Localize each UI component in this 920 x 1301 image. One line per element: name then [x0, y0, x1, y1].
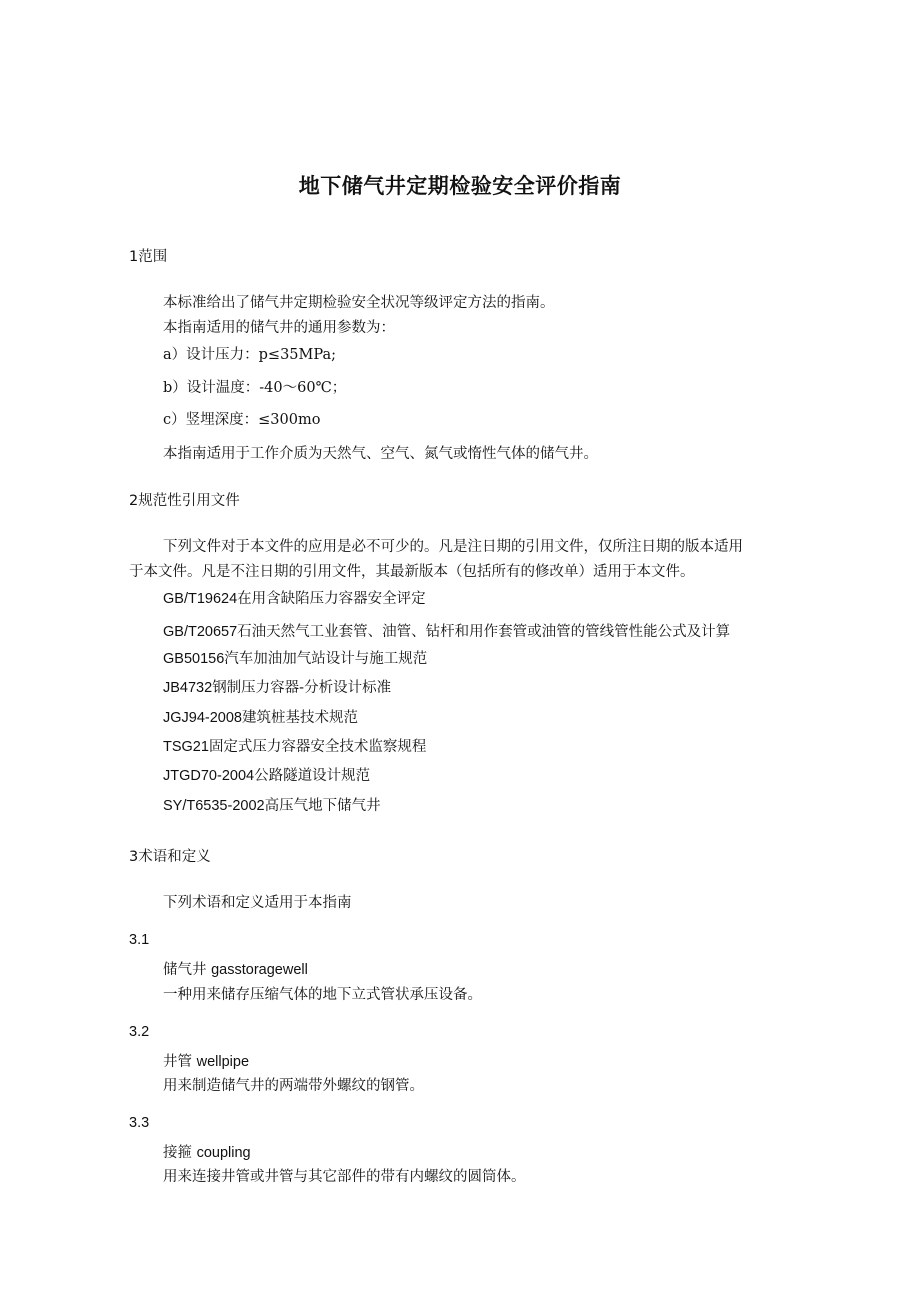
reference-code: JGJ94-2008: [163, 710, 242, 726]
reference-name: 建筑桩基技术规范: [242, 710, 358, 726]
document-title: 地下储气井定期检验安全评价指南: [298, 174, 622, 198]
section-1-paragraph-2: 本指南适用的储气井的通用参数为：: [163, 320, 395, 336]
reference-code: GB50156: [163, 651, 225, 667]
reference-code: JB4732: [163, 680, 213, 696]
reference-name: 高压气地下储气井: [264, 798, 381, 814]
section-3-intro: 下列术语和定义适用于本指南: [163, 895, 352, 911]
reference-item: [163, 796, 381, 816]
term-english-name: coupling: [196, 1145, 251, 1161]
param-item-design-pressure: a）设计压力：p≤35MPa;: [163, 347, 337, 363]
term-definition: 一种用来储存压缩气体的地下立式管状承压设备。: [163, 987, 482, 1003]
term-title: [163, 960, 308, 980]
reference-code: TSG21: [163, 739, 209, 755]
term-english-name: wellpipe: [196, 1054, 250, 1070]
reference-name: 钢制压力容器-分析设计标准: [212, 680, 392, 696]
section-1-paragraph-1: 本标准给出了储气井定期检验安全状况等级评定方法的指南。: [163, 295, 555, 311]
section-2-intro-line-2: 于本文件。凡是不注日期的引用文件，其最新版本（包括所有的修改单）适用于本文件。: [129, 564, 695, 580]
section-3-heading: 3术语和定义: [129, 849, 211, 865]
param-item-burial-depth: c）竖埋深度：≤300mo: [163, 412, 321, 428]
reference-item: [163, 708, 358, 728]
term-title: [163, 1143, 251, 1163]
reference-code: JTGD70-2004: [163, 768, 255, 784]
term-definition: 用来制造储气井的两端带外螺纹的钢管。: [163, 1078, 424, 1094]
reference-name: 公路隧道设计规范: [254, 768, 371, 784]
term-definition: 用来连接井管或井管与其它部件的带有内螺纹的圆筒体。: [163, 1169, 526, 1185]
section-1-paragraph-3: 本指南适用于工作介质为天然气、空气、氮气或惰性气体的储气井。: [163, 446, 598, 462]
term-number: 3.1: [129, 932, 150, 948]
term-english-name: gasstoragewell: [211, 962, 308, 978]
reference-code: GB/T20657: [163, 624, 238, 640]
section-2-heading: 2规范性引用文件: [129, 493, 240, 509]
term-title: [163, 1052, 249, 1072]
reference-item: [163, 622, 730, 642]
section-1-heading: 1范围: [129, 249, 168, 265]
reference-item: [163, 649, 427, 669]
term-chinese-name: 储气井: [163, 962, 207, 978]
term-number: 3.3: [129, 1115, 150, 1131]
reference-name: 固定式压力容器安全技术监察规程: [208, 739, 427, 755]
section-2-intro-line-1: 下列文件对于本文件的应用是必不可少的。凡是注日期的引用文件，仅所注日期的版本适用: [163, 539, 743, 555]
term-number: 3.2: [129, 1024, 150, 1040]
reference-code: GB/T19624: [163, 591, 238, 607]
reference-name: 汽车加油加气站设计与施工规范: [224, 651, 428, 667]
reference-name: 在用含缺陷压力容器安全评定: [237, 591, 426, 607]
term-chinese-name: 接箍: [163, 1145, 192, 1161]
reference-item: [163, 737, 426, 757]
reference-item: [163, 766, 370, 786]
reference-item: [163, 589, 426, 609]
term-chinese-name: 井管: [163, 1054, 192, 1070]
reference-name: 石油天然气工业套管、油管、钻杆和用作套管或油管的管线管性能公式及计算: [237, 624, 731, 640]
param-item-design-temperature: b）设计温度：-40～60℃；: [163, 380, 347, 396]
reference-item: [163, 678, 391, 698]
reference-code: SY/T6535-2002: [163, 798, 265, 814]
